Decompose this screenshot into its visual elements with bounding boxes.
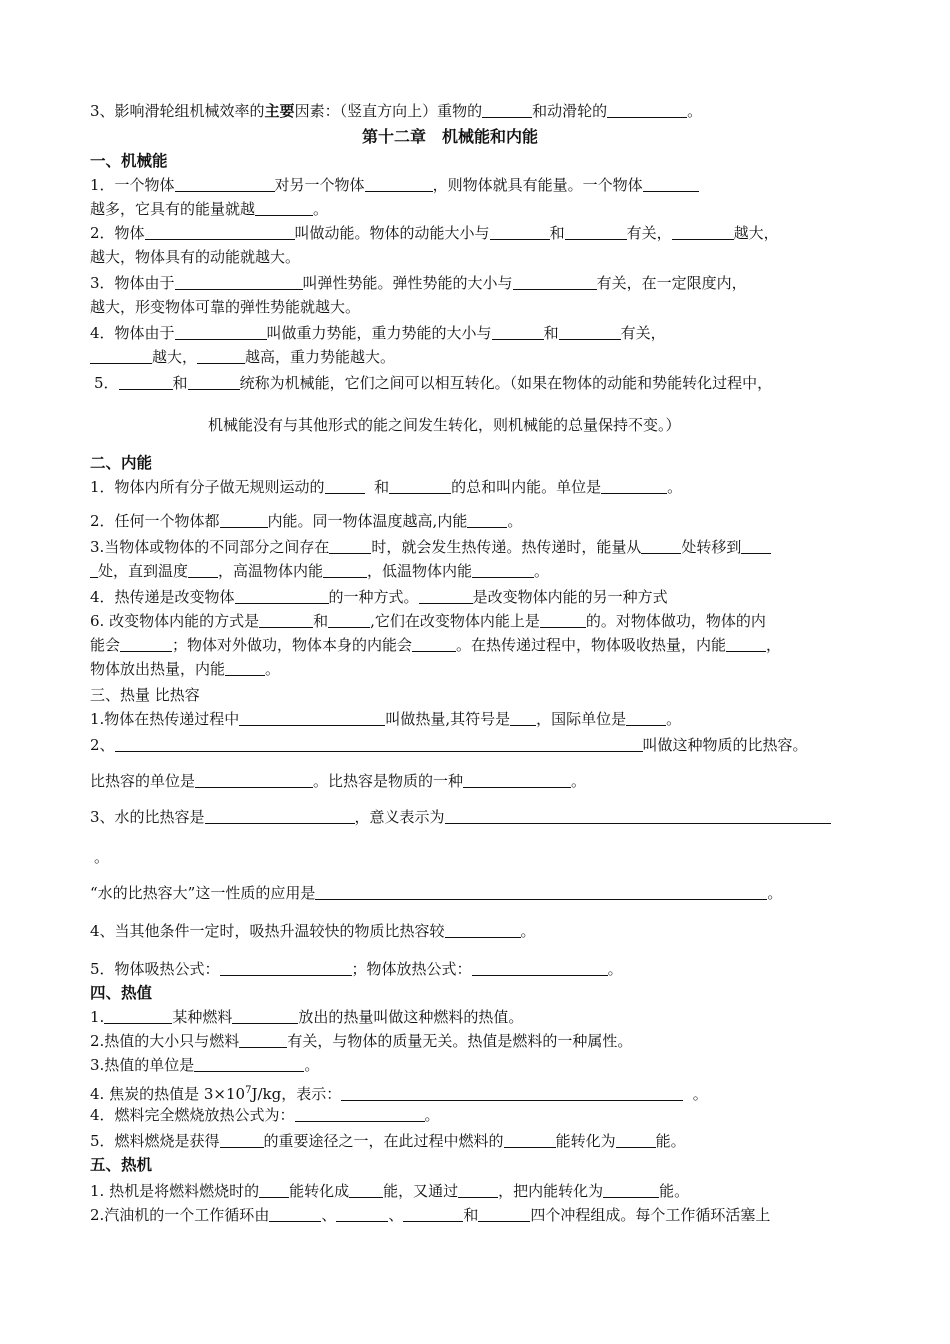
text: 叫做重力势能，重力势能的大小与 bbox=[266, 324, 492, 342]
question-line: 越大，形变物体可靠的弹性势能就越大。 bbox=[90, 298, 361, 316]
text: “水的比热容大”这一性质的应用是 bbox=[90, 884, 316, 902]
text: 叫做动能。物体的动能大小与 bbox=[294, 224, 490, 242]
text: 2、 bbox=[90, 736, 115, 754]
text: 是改变物体内能的另一种方式 bbox=[472, 588, 668, 606]
text: 、 bbox=[388, 1206, 404, 1224]
question-line bbox=[90, 920, 536, 942]
text: 对另一个物体 bbox=[274, 176, 365, 194]
answer-blank[interactable] bbox=[463, 772, 571, 788]
text: 。 bbox=[607, 960, 623, 978]
section-heading-heat: 三、热量 比热容 bbox=[90, 686, 200, 704]
answer-blank[interactable] bbox=[472, 562, 534, 578]
text: ；物体对外做功，物体本身的内能会 bbox=[172, 636, 413, 654]
section-heading-internal-energy: 二、内能 bbox=[90, 453, 153, 472]
question-line bbox=[90, 322, 666, 344]
text: 。 bbox=[534, 562, 550, 580]
text: 。 bbox=[692, 1085, 708, 1103]
answer-blank[interactable] bbox=[175, 324, 267, 340]
answer-blank[interactable] bbox=[565, 224, 627, 240]
answer-blank[interactable] bbox=[220, 512, 268, 528]
note-line: 机械能没有与其他形式的能之间发生转化，则机械能的总量保持不变。） bbox=[208, 416, 681, 434]
text: 。 bbox=[767, 884, 783, 902]
efficiency-question bbox=[90, 100, 702, 122]
text: 能转化为 bbox=[555, 1132, 616, 1150]
text: 。 bbox=[265, 660, 281, 678]
text: 能。 bbox=[659, 1182, 690, 1200]
question-line bbox=[90, 1204, 770, 1226]
question-line bbox=[94, 372, 772, 394]
text: 放出的热量叫做这种燃料的热值。 bbox=[298, 1008, 524, 1026]
section-heading-calorific-value: 四、热值 bbox=[90, 983, 153, 1002]
answer-blank[interactable] bbox=[672, 224, 734, 240]
text: 和 bbox=[543, 324, 559, 342]
text: 处转移到 bbox=[681, 538, 742, 556]
text: 某种燃料 bbox=[172, 1008, 233, 1026]
answer-blank[interactable] bbox=[336, 1206, 388, 1222]
text: J/kg，表示： bbox=[251, 1085, 342, 1103]
text: 有关， bbox=[626, 224, 672, 242]
text: 2.汽油机的一个工作循环由 bbox=[90, 1206, 270, 1224]
answer-blank[interactable] bbox=[419, 588, 473, 604]
text: 1. bbox=[90, 1008, 105, 1026]
answer-blank[interactable] bbox=[601, 478, 667, 494]
text: 能会 bbox=[90, 636, 121, 654]
text: 有关， bbox=[620, 324, 666, 342]
answer-blank[interactable] bbox=[510, 710, 536, 726]
question-line bbox=[90, 560, 549, 582]
answer-blank[interactable] bbox=[365, 176, 433, 192]
answer-blank[interactable] bbox=[90, 562, 98, 578]
answer-blank[interactable] bbox=[195, 772, 313, 788]
text: 3、影响滑轮组机械效率的 bbox=[90, 102, 265, 120]
text: 叫做热量,其符号是 bbox=[385, 710, 511, 728]
text: 物体放出热量，内能 bbox=[90, 660, 226, 678]
answer-blank[interactable] bbox=[197, 348, 245, 364]
text: 有关，在一定限度内， bbox=[596, 274, 747, 292]
answer-blank[interactable] bbox=[412, 636, 456, 652]
text: 2．物体 bbox=[90, 224, 145, 242]
text: 的。对物体做功，物体的内 bbox=[585, 612, 766, 630]
answer-blank[interactable] bbox=[175, 274, 303, 290]
text: 4. 焦炭的热值是 3×10 bbox=[90, 1085, 246, 1103]
answer-blank[interactable] bbox=[325, 478, 365, 494]
answer-blank[interactable] bbox=[616, 1132, 656, 1148]
question-line bbox=[90, 634, 781, 656]
text: 和动滑轮的 bbox=[532, 102, 608, 120]
text: 。 bbox=[507, 512, 523, 530]
text: 5．物体吸热公式： bbox=[90, 960, 220, 978]
answer-blank[interactable] bbox=[120, 636, 172, 652]
answer-blank[interactable] bbox=[323, 562, 367, 578]
text: 2．任何一个物体都 bbox=[90, 512, 220, 530]
text: 和 bbox=[313, 612, 329, 630]
exponent: 7 bbox=[245, 1085, 252, 1096]
text: 4、当其他条件一定时，吸热升温较快的物质比热容较 bbox=[90, 922, 445, 940]
text: 。 bbox=[424, 1106, 440, 1124]
text: 越大， bbox=[733, 224, 779, 242]
text: 的总和叫内能。单位是 bbox=[451, 478, 602, 496]
answer-blank[interactable] bbox=[239, 710, 385, 726]
text: 3.热值的单位是 bbox=[90, 1056, 195, 1074]
answer-blank[interactable] bbox=[239, 1032, 287, 1048]
text: 越高，重力势能越大。 bbox=[245, 348, 396, 366]
question-line bbox=[90, 734, 808, 756]
answer-blank[interactable] bbox=[225, 660, 265, 676]
text: 和 bbox=[463, 1206, 479, 1224]
question-line bbox=[90, 1006, 523, 1028]
answer-blank[interactable] bbox=[259, 1182, 289, 1198]
answer-blank[interactable] bbox=[349, 1182, 383, 1198]
answer-blank[interactable] bbox=[478, 1206, 530, 1222]
question-line bbox=[90, 586, 668, 608]
text: ，高温物体内能 bbox=[218, 562, 324, 580]
text: 4．燃料完全燃烧放热公式为： bbox=[90, 1106, 295, 1124]
question-line bbox=[90, 510, 522, 532]
answer-blank[interactable] bbox=[220, 1132, 264, 1148]
answer-blank[interactable] bbox=[328, 612, 370, 628]
question-line bbox=[90, 770, 586, 792]
question-line bbox=[90, 1104, 440, 1126]
question-line bbox=[90, 882, 782, 904]
answer-blank[interactable] bbox=[626, 710, 666, 726]
answer-blank[interactable] bbox=[603, 1182, 659, 1198]
text: 叫做这种物质的比热容。 bbox=[642, 736, 808, 754]
text: 越大， bbox=[152, 348, 198, 366]
answer-blank[interactable] bbox=[90, 348, 152, 364]
answer-blank[interactable] bbox=[482, 102, 532, 118]
text: 能转化成 bbox=[289, 1182, 350, 1200]
text: 4．物体由于 bbox=[90, 324, 175, 342]
text: 能，又通过 bbox=[383, 1182, 459, 1200]
text: ，把内能转化为 bbox=[498, 1182, 604, 1200]
text: 。比热容是物质的一种 bbox=[313, 772, 464, 790]
question-line bbox=[90, 1054, 319, 1076]
text: ，则物体就具有能量。一个物体 bbox=[432, 176, 643, 194]
answer-blank[interactable] bbox=[472, 960, 608, 976]
question-line bbox=[90, 1180, 689, 1202]
text: 越多，它具有的能量就越 bbox=[90, 200, 256, 218]
answer-blank[interactable] bbox=[341, 1085, 683, 1101]
answer-blank[interactable] bbox=[220, 960, 352, 976]
question-line bbox=[90, 1130, 686, 1152]
question-line: 越大，物体具有的动能就越大。 bbox=[90, 248, 301, 266]
answer-blank[interactable] bbox=[188, 374, 240, 390]
text: 能。 bbox=[655, 1132, 686, 1150]
text: 统称为机械能，它们之间可以相互转化。（如果在物体的动能和势能转化过程中， bbox=[239, 374, 773, 392]
text: 时，就会发生热传递。热传递时，能量从 bbox=[371, 538, 642, 556]
answer-blank[interactable] bbox=[104, 1008, 172, 1024]
answer-blank[interactable] bbox=[643, 176, 699, 192]
text-bold: 主要 bbox=[264, 102, 295, 120]
section-heading-mechanical-energy: 一、机械能 bbox=[90, 151, 168, 170]
answer-blank[interactable] bbox=[540, 612, 586, 628]
text: 1．物体内所有分子做无规则运动的 bbox=[90, 478, 325, 496]
answer-blank[interactable] bbox=[194, 1056, 304, 1072]
text: 1．一个物体 bbox=[90, 176, 175, 194]
text: 比热容的单位是 bbox=[90, 772, 196, 790]
chapter-title: 第十二章 机械能和内能 bbox=[362, 127, 539, 146]
text: 1. 热机是将燃料燃烧时的 bbox=[90, 1182, 260, 1200]
text: 处，直到温度 bbox=[98, 562, 189, 580]
answer-blank[interactable] bbox=[445, 922, 521, 938]
answer-blank[interactable] bbox=[329, 538, 371, 554]
text: ；物体放热公式： bbox=[351, 960, 472, 978]
answer-blank[interactable] bbox=[607, 102, 687, 118]
question-line bbox=[90, 222, 779, 244]
question-line bbox=[90, 610, 766, 632]
text: 5． bbox=[94, 374, 119, 392]
question-line bbox=[90, 958, 623, 980]
text: 的重要途径之一，在此过程中燃料的 bbox=[263, 1132, 504, 1150]
text: 和 bbox=[374, 478, 390, 496]
answer-blank[interactable] bbox=[205, 808, 355, 824]
text: 的一种方式。 bbox=[328, 588, 419, 606]
answer-blank[interactable] bbox=[492, 324, 544, 340]
answer-blank[interactable] bbox=[255, 200, 313, 216]
answer-blank[interactable] bbox=[119, 374, 173, 390]
question-line bbox=[90, 658, 280, 680]
text: 3.当物体或物体的不同部分之间存在 bbox=[90, 538, 330, 556]
question-line bbox=[90, 708, 681, 730]
text: 。 bbox=[571, 772, 587, 790]
answer-blank[interactable] bbox=[741, 538, 771, 554]
text: ，国际单位是 bbox=[536, 710, 627, 728]
answer-blank[interactable] bbox=[726, 636, 766, 652]
text: 。 bbox=[667, 478, 683, 496]
text: 。 bbox=[687, 102, 703, 120]
question-line bbox=[90, 476, 682, 498]
answer-blank[interactable] bbox=[513, 274, 597, 290]
question-line bbox=[90, 174, 699, 196]
answer-blank[interactable] bbox=[445, 808, 831, 824]
text: 四个冲程组成。每个工作循环活塞上 bbox=[530, 1206, 771, 1224]
answer-blank[interactable] bbox=[467, 512, 507, 528]
text: 2.热值的大小只与燃料 bbox=[90, 1032, 240, 1050]
question-line bbox=[90, 1030, 632, 1052]
answer-blank[interactable] bbox=[458, 1182, 498, 1198]
question-line bbox=[90, 272, 747, 294]
text: 。 bbox=[666, 710, 682, 728]
answer-blank[interactable] bbox=[232, 1008, 298, 1024]
answer-blank[interactable] bbox=[641, 538, 681, 554]
section-heading-heat-engine: 五、热机 bbox=[90, 1155, 153, 1174]
text: 3、水的比热容是 bbox=[90, 808, 205, 826]
text: 叫弹性势能。弹性势能的大小与 bbox=[302, 274, 513, 292]
answer-blank[interactable] bbox=[315, 884, 767, 900]
answer-blank[interactable] bbox=[389, 478, 451, 494]
text: 6. 改变物体内能的方式是 bbox=[90, 612, 260, 630]
answer-blank[interactable] bbox=[559, 324, 621, 340]
answer-blank[interactable] bbox=[490, 224, 550, 240]
text: 。 bbox=[520, 922, 536, 940]
text: 。 bbox=[304, 1056, 320, 1074]
text: ，低温物体内能 bbox=[367, 562, 473, 580]
text: 1.物体在热传递过程中 bbox=[90, 710, 240, 728]
question-line bbox=[90, 346, 395, 368]
text: ， bbox=[766, 636, 782, 654]
text: 和 bbox=[549, 224, 565, 242]
answer-blank[interactable] bbox=[295, 1106, 425, 1122]
answer-blank[interactable] bbox=[259, 612, 313, 628]
text: 5．燃料燃烧是获得 bbox=[90, 1132, 220, 1150]
answer-blank[interactable] bbox=[504, 1132, 556, 1148]
question-line bbox=[90, 198, 328, 220]
question-line bbox=[90, 806, 831, 828]
answer-blank[interactable] bbox=[188, 562, 218, 578]
answer-blank[interactable] bbox=[403, 1206, 463, 1222]
answer-blank[interactable] bbox=[175, 176, 275, 192]
text: ,它们在改变物体内能上是 bbox=[370, 612, 540, 630]
question-line: 。 bbox=[94, 848, 110, 866]
text: 和 bbox=[172, 374, 188, 392]
answer-blank[interactable] bbox=[145, 224, 295, 240]
question-line bbox=[90, 1080, 708, 1105]
text: 、 bbox=[321, 1206, 337, 1224]
answer-blank[interactable] bbox=[235, 588, 329, 604]
text: 3．物体由于 bbox=[90, 274, 175, 292]
question-line bbox=[90, 536, 771, 558]
text: 内能。同一物体温度越高,内能 bbox=[267, 512, 468, 530]
text: 。在热传递过程中，物体吸收热量，内能 bbox=[456, 636, 727, 654]
text: ，意义表示为 bbox=[354, 808, 445, 826]
text: 有关，与物体的质量无关。热值是燃料的一种属性。 bbox=[287, 1032, 633, 1050]
text: 。 bbox=[313, 200, 329, 218]
answer-blank[interactable] bbox=[269, 1206, 321, 1222]
text: 4．热传递是改变物体 bbox=[90, 588, 235, 606]
text: 因素：（竖直方向上）重物的 bbox=[294, 102, 483, 120]
answer-blank[interactable] bbox=[115, 736, 643, 752]
